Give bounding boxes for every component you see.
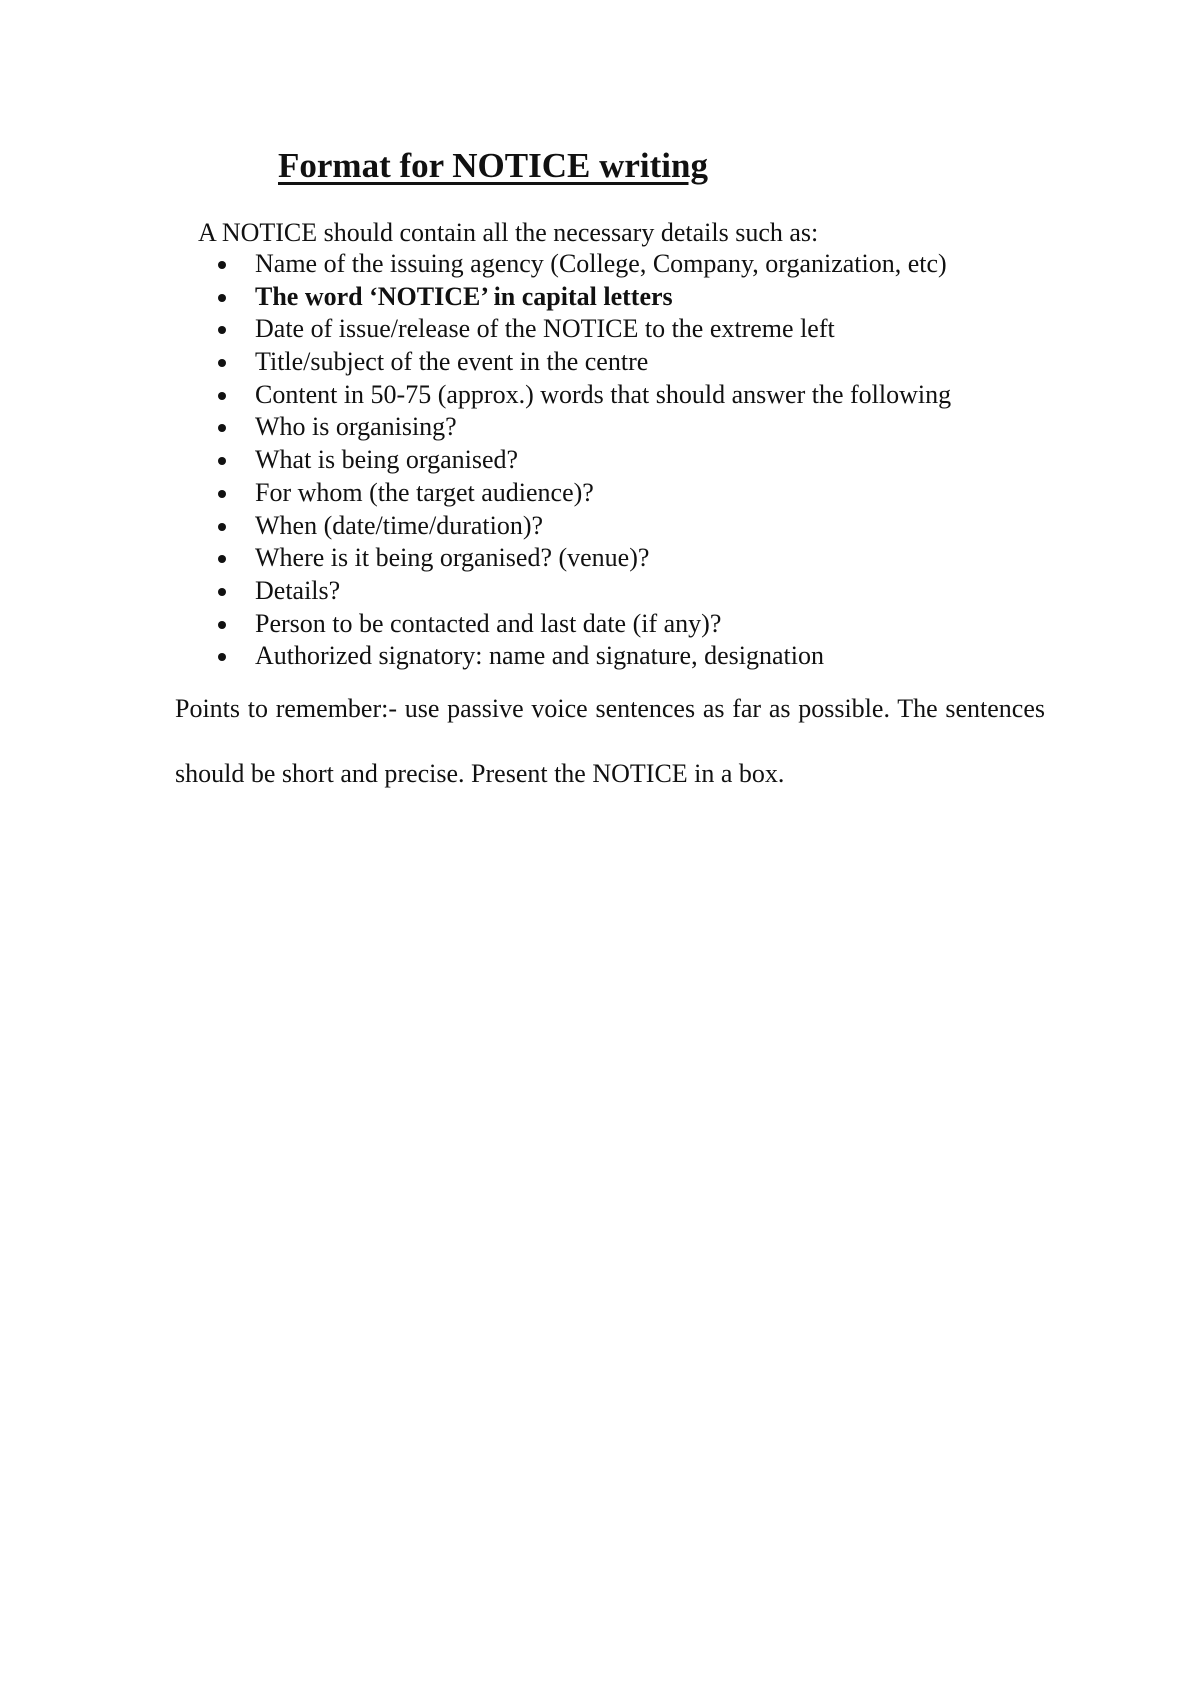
bullet-icon: [218, 261, 226, 269]
points-to-remember: Points to remember:- use passive voice sentences as far as possible. The sentences should be short and precise. Present the NOTICE in a box.: [175, 694, 1045, 788]
bullet-icon: [218, 392, 226, 400]
bullet-icon: [218, 555, 226, 563]
bullet-icon: [218, 424, 226, 432]
bullet-icon: [218, 490, 226, 498]
bullet-icon: [218, 588, 226, 596]
bullet-icon: [218, 294, 226, 302]
bullet-icon: [218, 457, 226, 465]
intro-text: A NOTICE should contain all the necessary details such as:: [198, 218, 819, 247]
bullet-icon: [218, 359, 226, 367]
bullet-icon: [218, 326, 226, 334]
document-page: Format for NOTICE writing A NOTICE should contain all the necessary details such as: Name of the issuing agency (College, Company, organization, etc) The word ‘NOTICE’ in capital letters Date of issue/release of the NOTICE to the extreme left Title/subject of the event in the centre Content in 50-75 (approx.) words that should answer the following Who is organising? What is being organised? For whom (the target audience)? When (date/time/duration)? Where is it being organised? (venue)? Details? Person to be contacted and last date (if any)? Authorized signatory: name and signature, designation Points to remember:- use passive voice sentences as far as possible. The sentences should be short and precise. Present the NOTICE in a box.: [0, 0, 1200, 1696]
bullet-icon: [218, 621, 226, 629]
bullet-icon: [218, 523, 226, 531]
document-title: Format for NOTICE writing: [278, 146, 708, 185]
bullet-icon: [218, 653, 226, 661]
